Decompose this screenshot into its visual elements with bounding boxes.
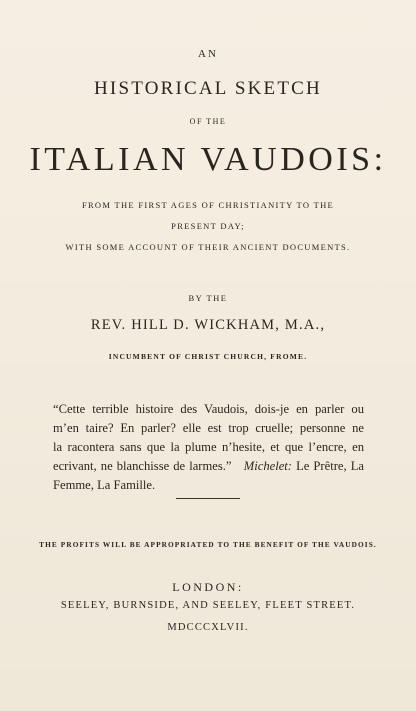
epigraph-line-4-text: ecrivant, ne blanchisse de larmes.” [53, 459, 232, 473]
imprint-publisher: SEELEY, BURNSIDE, AND SEELEY, FLEET STREET. [60, 600, 356, 611]
title-main-heading: ITALIAN VAUDOIS: [29, 141, 387, 178]
profits-note: THE PROFITS WILL BE APPROPRIATED TO THE BENEFIT OF THE VAUDOIS. [39, 540, 377, 549]
title-article: AN [198, 48, 218, 60]
author-position: INCUMBENT OF CHRIST CHURCH, FROME. [108, 352, 308, 361]
epigraph [53, 400, 364, 495]
epigraph-line-2: m’en taire? En parler? elle est trop cruelle; personne ne [53, 421, 364, 435]
epigraph-line-1: “Cette terrible histoire des Vaudois, dois-je en parler ou [53, 402, 364, 416]
divider-rule [176, 498, 240, 499]
imprint-city: LONDON: [172, 580, 244, 594]
epigraph-source-title: Le Prêtre, La [296, 459, 364, 473]
subtitle-line-2: PRESENT DAY; [171, 221, 245, 231]
title-line-of-the: OF THE [189, 117, 227, 126]
author-name: REV. HILL D. WICKHAM, M.A., [90, 317, 326, 333]
subtitle-line-1: FROM THE FIRST AGES OF CHRISTIANITY TO THE [81, 200, 335, 210]
by-the-label: BY THE [188, 293, 228, 303]
subtitle-line-3: WITH SOME ACCOUNT OF THEIR ANCIENT DOCUMENTS. [65, 242, 351, 252]
epigraph-line-3: la racontera sans que la plume n’hesite, et que l’encre, en [53, 440, 364, 454]
epigraph-source-author: Michelet: [243, 459, 292, 473]
epigraph-line-5: Femme, La Famille. [53, 478, 156, 492]
imprint-date: MDCCCXLVII. [167, 622, 249, 633]
epigraph-line-4 [53, 457, 364, 476]
title-line-historical-sketch: HISTORICAL SKETCH [94, 78, 322, 99]
